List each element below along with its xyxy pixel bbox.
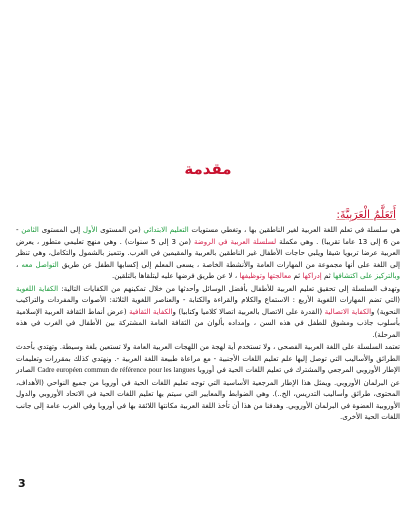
text: الصادر عن البرلمان الأوروبي. ويمثل هذا الإطار المرجعية الأساسية التي توجه تعليم اللغات الحية في أوروبا: [16, 365, 400, 387]
paragraph-1: [16, 224, 400, 282]
highlight: الأول: [82, 225, 98, 234]
highlight: وبالتركيز على اكتشافها: [332, 271, 400, 280]
page-number: 3: [18, 477, 26, 490]
section-subtitle: أَتَعَلَّمُ الْعَرَبِيَّةَ:: [336, 208, 396, 221]
text: تعتمد السلسلة على اللغة العربية الفصحى ، ولا تستخدم أية لهجة من اللهجات العربية العامة ولا تستعين بلغة وسيطة. وتهتدي بأحدث الطرائق والأساليب التي توصل إليها علم تعليم اللغات الأجنبية - مع مراعاة طبيعة اللغة العربية -. ونهتدي كذلك بمقررات وتعليمات الإطار الأوروبي المرجعي والمشترك في تعليم اللغات الحية في أوروبا: [16, 342, 400, 374]
text: ثم: [291, 271, 303, 280]
text: (التي تضم المهارات اللغوية الأربع : الاستماع والكلام والقراءة والكتابة - والعناصر اللغوية الثلاثة: الأصوات والمفردات والتراكيب النحوية) و: [16, 295, 400, 316]
text: وتهدف السلسلة إلى تحقيق تعليم العربية للأطفال بأفضل الوسائل وأحدثها من خلال تمكينهم من الكفايات التالية:: [58, 283, 401, 293]
text: ثم: [321, 271, 333, 280]
page-title: مقدمة: [184, 160, 232, 178]
highlight: لسلسلة العربية في الروضة: [193, 236, 277, 246]
highlight: معالجتها وتوظيفها: [239, 271, 292, 280]
text: ،: [16, 259, 22, 269]
text: (من المستوى: [97, 225, 144, 234]
text: هي سلسلة في تعلم اللغة العربية لغير الناطقين بها ، وتغطي مستويات: [188, 225, 400, 234]
highlight: الثامن: [21, 225, 39, 234]
text: إلى المستوى: [38, 225, 83, 234]
highlight: التواصل معه: [21, 259, 59, 269]
foreign-term: Cadre européen commun de référence: [37, 366, 147, 374]
highlight: الكفاية الاتصالية: [324, 306, 372, 316]
text: (القدرة على الاتصال بالعربية اتصالا كلاميا وكتابيا) و: [172, 306, 325, 316]
highlight: إدراكها: [302, 271, 322, 280]
text: ، لا عن طريق فرضها عليه ليتلقاها بالتلقين.: [112, 271, 240, 280]
text: (عرض أنماط الثقافة العربية الإسلامية بأسلوب جاذب ومشوق للطفل في هذه السن ، وإمداده بألوان من الثقافة العامة المشتركة بين الأطفال في الغرب في هذه المرحلة).: [16, 306, 400, 339]
paragraph-2: [16, 283, 400, 341]
text: - من 6 إلى 13 عاما تقريبا) . وهي مكملة: [16, 225, 400, 246]
highlight: التعليم الابتدائي: [143, 225, 189, 234]
body-text: [16, 224, 400, 424]
paragraph-3: [16, 341, 400, 423]
foreign-term: pour les langues: [148, 366, 196, 374]
text: من جميع النواحي (الأهداف، المحتوى، طرائق وأساليب التدريس، الخ..). وهي الضوابط والمعايير التي سيتم بها تعليم اللغات الحية في الاتحاد الأوروبي والدول الأوروبية العضوة في البرلمان الأوروبي. وهدفنا من هذا أن تأخذ اللغة العربية مكانتها اللائقة بها في أوروبا وفي الغرب عامة إلى جانب اللغات الحية الأخرى.: [16, 377, 400, 421]
highlight: الكفاية اللغوية: [16, 283, 59, 293]
text: (من 3 إلى 5 سنوات) . وهي منهج تعليمي متطور ، يعرض العربية عرضا تربويا شيقا ويلبي حاجات الأطفال غير الناطقين بالعربية والمقيمين في الغرب. وتتميز بالشمول والتكامل، وهي تنظر إلى اللغة على أنها مجموعة من المهارات العامة والأنشطة الخاصة ، يسعى المعلم إلى إكسابها الطفل عن طريق: [16, 236, 400, 269]
highlight: الكفاية الثقافية: [129, 306, 173, 316]
